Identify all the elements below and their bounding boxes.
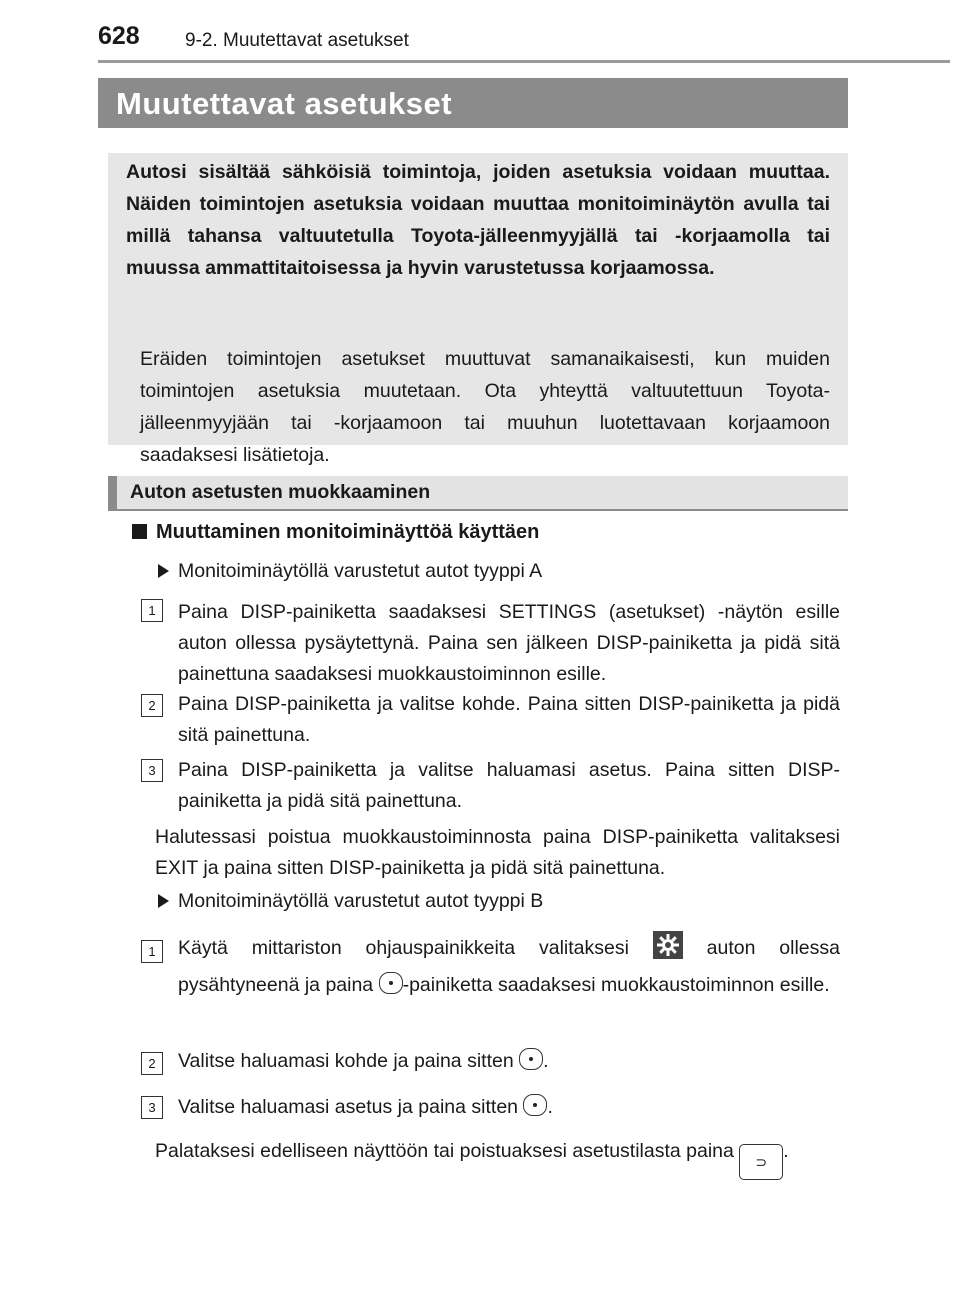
gear-icon xyxy=(653,931,683,959)
ok-button-icon xyxy=(523,1094,547,1116)
step-badge: 3 xyxy=(141,759,163,782)
step-text xyxy=(178,930,840,1004)
step-text: Paina DISP-painiketta saadaksesi SETTINGS (asetukset) -näytön esille auton ollessa pysäytettynä. Paina sen jälkeen DISP-painiketta ja pidä sitä painettuna saadaksesi muokkaustoiminnon esille. xyxy=(178,601,840,685)
step-text-part: -painiketta saadaksesi muokkaustoiminnon esille. xyxy=(402,974,830,996)
triangle-bullet-icon xyxy=(158,894,169,908)
page-number: 628 xyxy=(98,22,140,50)
step-text xyxy=(178,1092,840,1123)
subheading-rule xyxy=(108,509,848,511)
step-text-part: Käytä mittariston ohjauspainikkeita valitaksesi xyxy=(178,937,629,959)
step-text xyxy=(178,1046,840,1077)
back-note-end: . xyxy=(783,1140,789,1162)
variant-label-text: Monitoiminäytöllä varustetut autot tyyppi A xyxy=(178,560,543,582)
back-button-icon: ⊃ xyxy=(739,1144,783,1180)
subheading-bar xyxy=(108,476,848,509)
variant-label-type-b xyxy=(158,890,543,913)
step-text-part: Valitse haluamasi kohde ja paina sitten xyxy=(178,1050,514,1072)
step-text-part: auton ollessa pysähtyneenä ja paina xyxy=(178,937,840,996)
step-badge: 3 xyxy=(141,1096,163,1119)
section-header: 9-2. Muutettavat asetukset xyxy=(185,30,409,51)
square-bullet-icon xyxy=(132,524,147,539)
section-heading-text: Muuttaminen monitoiminäyttöä käyttäen xyxy=(156,521,540,543)
step-text: Paina DISP-painiketta ja valitse kohde. Paina sitten DISP-painiketta ja pidä sitä painettuna. xyxy=(178,693,840,746)
triangle-bullet-icon xyxy=(158,564,169,578)
step-badge: 1 xyxy=(141,940,163,963)
ok-button-icon xyxy=(519,1048,543,1070)
step-badge: 2 xyxy=(141,694,163,717)
variant-label-type-a xyxy=(158,560,542,583)
back-note xyxy=(155,1126,840,1180)
subheading-accent xyxy=(108,476,117,509)
exit-note: Halutessasi poistua muokkaustoiminnosta paina DISP-painiketta valitaksesi EXIT ja paina sitten DISP-painiketta ja pidä sitä painettuna. xyxy=(155,826,840,879)
step-badge: 1 xyxy=(141,599,163,622)
intro-box xyxy=(108,153,848,466)
header-rule xyxy=(98,60,950,63)
step-text-part: Valitse haluamasi asetus ja paina sitten xyxy=(178,1096,519,1118)
title-bar xyxy=(98,78,848,128)
page-title: Muutettavat asetukset xyxy=(116,86,453,121)
subheading-text: Auton asetusten muokkaaminen xyxy=(130,481,431,503)
variant-label-text: Monitoiminäytöllä varustetut autot tyyppi B xyxy=(178,890,544,912)
step-text-part: . xyxy=(547,1096,553,1118)
back-note-text: Palataksesi edelliseen näyttöön tai poistuaksesi asetustilasta paina xyxy=(155,1140,734,1162)
step-text-part: . xyxy=(543,1050,549,1072)
step-badge: 2 xyxy=(141,1052,163,1075)
ok-button-icon xyxy=(379,972,403,994)
section-heading xyxy=(132,521,539,544)
intro-note-text: Eräiden toimintojen asetukset muuttuvat samanaikaisesti, kun muiden toimintojen asetuksia muutetaan. Ota yhteyttä valtuutettuun Toyota-jälleenmyyjään tai -korjaamoon tai muuhun luotettavaan korjaamoon saadaksesi lisätietoja. xyxy=(140,348,830,466)
step-text: Paina DISP-painiketta ja valitse haluamasi asetus. Paina sitten DISP-painiketta ja pidä sitä painettuna. xyxy=(178,759,840,812)
intro-bold-text: Autosi sisältää sähköisiä toimintoja, joiden asetuksia voidaan muuttaa. Näiden toimintojen asetuksia voidaan muuttaa monitoiminäytön avulla tai millä tahansa valtuutetulla Toyota-jälleenmyyjällä tai -korjaamolla tai muussa ammattitaitoisessa ja hyvin varustetussa korjaamossa. xyxy=(126,161,830,279)
